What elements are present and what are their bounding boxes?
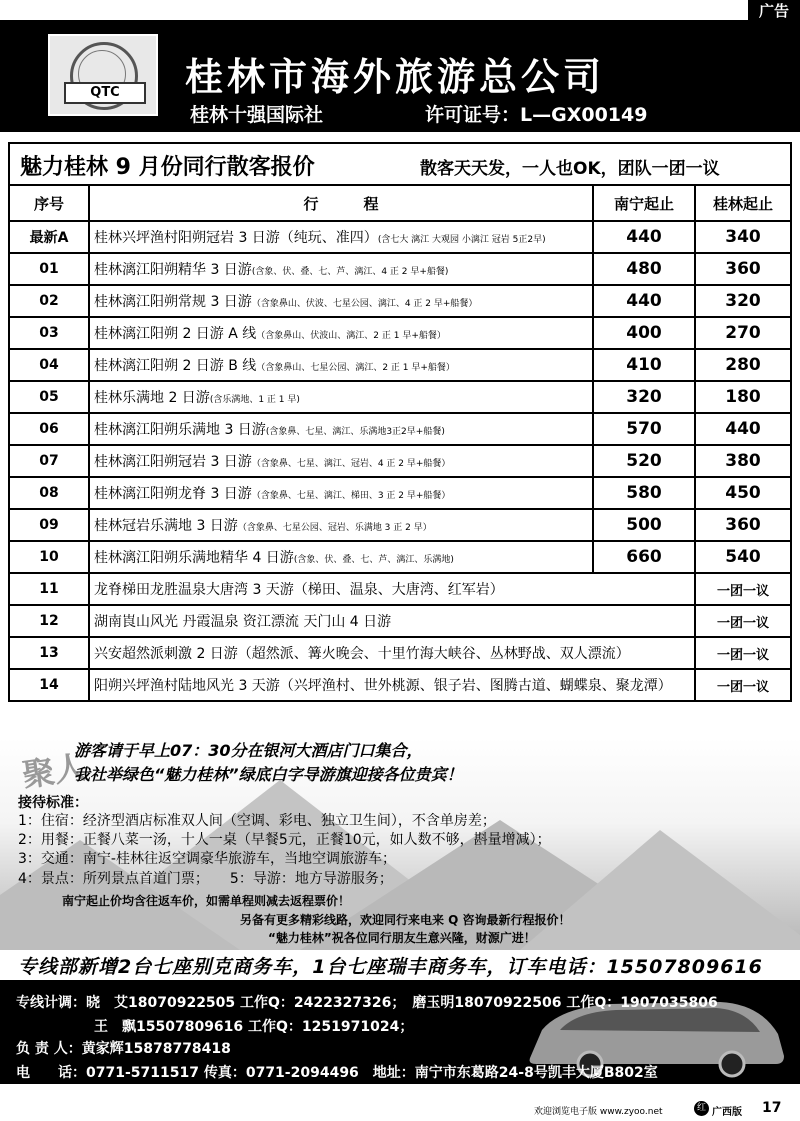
price-negotiable: 一团一议	[695, 573, 791, 605]
notice-line-2: 我社举绿色“魅力桂林”绿底白字导游旗迎接各位贵宾！	[74, 765, 463, 784]
company-subtitle: 桂林十强国际社	[190, 104, 324, 126]
route-name: 桂林漓江阳朔 2 日游 A 线	[94, 326, 257, 342]
route-name: 桂林冠岩乐满地 3 日游	[94, 518, 238, 534]
price-guilin: 320	[695, 285, 791, 317]
row-route: 龙脊梯田龙胜温泉大唐湾 3 天游（梯田、温泉、大唐湾、红军岩）	[89, 573, 695, 605]
car-rental-banner	[0, 950, 800, 978]
table-row	[9, 413, 791, 445]
price-guilin: 360	[695, 509, 791, 541]
standard-1: 1：住宿：经济型酒店标准双人间（空调、彩电、独立卫生间），不含单房差；	[18, 813, 496, 829]
table-row	[9, 221, 791, 253]
price-nanning: 410	[593, 349, 695, 381]
calligraphy-mark: 聚人	[19, 747, 89, 795]
price-negotiable: 一团一议	[695, 605, 791, 637]
ad-tag: 广告	[748, 0, 800, 22]
price-negotiable: 一团一议	[695, 637, 791, 669]
mountain-shape	[520, 830, 800, 950]
phone-address-line: 电 话：0771-5711517 传真：0771-2094496 地址：南宁市东葛路24-8号凯丰大厦B802室	[16, 1065, 658, 1081]
row-no: 13	[9, 637, 89, 669]
table-row	[9, 541, 791, 573]
route-note: （含象鼻、七星公园、冠岩、乐满地 3 正 2 早）	[237, 523, 432, 533]
price-table	[8, 184, 792, 702]
price-guilin: 280	[695, 349, 791, 381]
headline-slogan: 散客天天发，一人也OK，团队一团一议	[420, 159, 720, 179]
row-no: 06	[9, 413, 89, 445]
table-row	[9, 253, 791, 285]
notice-more: 另备有更多精彩线路，欢迎同行来电来 Q 咨询最新行程报价！	[240, 913, 571, 927]
route-name: 桂林漓江阳朔龙脊 3 日游	[94, 486, 252, 502]
header-route: 行 程	[89, 185, 593, 221]
price-nanning: 440	[593, 221, 695, 253]
price-nanning: 570	[593, 413, 695, 445]
notice-price: 南宁起止价均含往返车价，如需单程则减去返程票价！	[62, 894, 351, 908]
standard-4: 4：景点：所列景点首道门票； 5：导游：地方导游服务；	[18, 871, 393, 887]
row-no: 04	[9, 349, 89, 381]
route-note: (含象鼻、七星、漓江、乐满地3正2早+船餐)	[265, 427, 445, 437]
row-route	[89, 285, 593, 317]
table-row	[9, 669, 791, 701]
company-logo	[48, 34, 158, 116]
row-no: 08	[9, 477, 89, 509]
price-nanning: 440	[593, 285, 695, 317]
edition-text: 广西版	[712, 1107, 742, 1118]
standard-2: 2：用餐：正餐八菜一汤，十人一桌（早餐5元，正餐10元，如人数不够，斟量增减）；	[18, 832, 551, 848]
license-number: 许可证号：L—GX00149	[425, 104, 648, 126]
row-route	[89, 381, 593, 413]
price-headline	[8, 142, 792, 184]
row-no: 09	[9, 509, 89, 541]
route-note: （含象鼻山、伏波、七星公园、漓江、4 正 2 早+船餐）	[251, 299, 478, 309]
table-row	[9, 349, 791, 381]
contact-line-1: 专线计调：晓 艾18070922505 工作Q：2422327326； 磨玉明18070922506 工作Q：1907035806	[16, 995, 718, 1011]
row-no: 05	[9, 381, 89, 413]
route-note: (含象、伏、叠、七、芦、漓江、乐满地)	[293, 555, 454, 565]
route-note: （含象鼻、七星、漓江、梯田、3 正 2 早+船餐）	[251, 491, 451, 501]
notice-wish: “魅力桂林”祝各位同行朋友生意兴隆，财源广进！	[268, 931, 536, 945]
row-route	[89, 221, 593, 253]
header-nanning: 南宁起止	[593, 185, 695, 221]
row-route	[89, 349, 593, 381]
price-guilin: 540	[695, 541, 791, 573]
route-note: (含乐满地、1 正 1 早)	[209, 395, 300, 405]
price-guilin: 360	[695, 253, 791, 285]
price-guilin: 340	[695, 221, 791, 253]
price-nanning: 580	[593, 477, 695, 509]
row-no: 14	[9, 669, 89, 701]
table-row	[9, 573, 791, 605]
route-name: 桂林漓江阳朔乐满地精华 4 日游	[94, 550, 294, 566]
route-name: 桂林漓江阳朔 2 日游 B 线	[94, 358, 257, 374]
headline-title: 魅力桂林 9 月份同行散客报价	[20, 155, 315, 180]
car-rental-text: 专线部新增2台七座别克商务车，1台七座瑞丰商务车，订车电话：15507809616	[18, 956, 763, 978]
row-no: 12	[9, 605, 89, 637]
logo-text: QTC	[64, 82, 146, 104]
contacts-section	[0, 980, 800, 1084]
route-name: 桂林漓江阳朔冠岩 3 日游	[94, 454, 252, 470]
price-nanning: 400	[593, 317, 695, 349]
row-no: 03	[9, 317, 89, 349]
notes-section	[0, 738, 800, 950]
route-note: （含象鼻山、伏波山、漓江、2 正 1 早+船餐）	[256, 331, 446, 341]
row-no: 10	[9, 541, 89, 573]
manager-line: 负 责 人：黄家辉15878778418	[16, 1041, 231, 1057]
row-route	[89, 253, 593, 285]
route-note: （含象鼻山、七星公园、漓江、2 正 1 早+船餐）	[256, 363, 455, 373]
price-guilin: 450	[695, 477, 791, 509]
route-name: 桂林兴坪渔村阳朔冠岩 3 日游（纯玩、准四）	[94, 230, 378, 246]
row-no: 02	[9, 285, 89, 317]
row-route	[89, 541, 593, 573]
header-no: 序号	[9, 185, 89, 221]
table-row	[9, 477, 791, 509]
row-route: 兴安超然派刺激 2 日游（超然派、篝火晚会、十里竹海大峡谷、丛林野战、双人漂流）	[89, 637, 695, 669]
row-route: 湖南崀山风光 丹霞温泉 资江漂流 天门山 4 日游	[89, 605, 695, 637]
price-guilin: 180	[695, 381, 791, 413]
row-route	[89, 317, 593, 349]
table-row	[9, 509, 791, 541]
table-header-row	[9, 185, 791, 221]
standard-3: 3：交通：南宁-桂林往返空调豪华旅游车，当地空调旅游车；	[18, 851, 396, 867]
price-nanning: 480	[593, 253, 695, 285]
route-note: (含象、伏、叠、七、芦、漓江、4 正 2 早+船餐)	[251, 267, 449, 277]
route-name: 桂林乐满地 2 日游	[94, 390, 210, 406]
row-no: 01	[9, 253, 89, 285]
price-nanning: 320	[593, 381, 695, 413]
page-number: 17	[762, 1100, 782, 1116]
table-row	[9, 317, 791, 349]
table-row	[9, 381, 791, 413]
website-text: 欢迎浏览电子版 www.zyoo.net	[534, 1107, 663, 1117]
price-nanning: 500	[593, 509, 695, 541]
row-route	[89, 509, 593, 541]
contact-line-2: 王 飘15507809616 工作Q：1251971024；	[94, 1019, 414, 1035]
row-no: 11	[9, 573, 89, 605]
route-note: （含象鼻、七星、漓江、冠岩、4 正 2 早+船餐）	[251, 459, 451, 469]
header-banner	[0, 20, 800, 132]
row-route: 阳朔兴坪渔村陆地风光 3 天游（兴坪渔村、世外桃源、银子岩、图腾古道、蝴蝶泉、聚龙潭）	[89, 669, 695, 701]
route-name: 桂林漓江阳朔精华 3 日游	[94, 262, 252, 278]
route-name: 桂林漓江阳朔乐满地 3 日游	[94, 422, 266, 438]
table-row	[9, 605, 791, 637]
row-no: 最新A	[9, 221, 89, 253]
price-nanning: 660	[593, 541, 695, 573]
edition-badge-icon: 红	[694, 1101, 709, 1116]
route-note: (含七大 漓江 大观园 小漓江 冠岩 5正2早)	[377, 235, 546, 245]
row-no: 07	[9, 445, 89, 477]
price-guilin: 380	[695, 445, 791, 477]
price-guilin: 440	[695, 413, 791, 445]
row-route	[89, 445, 593, 477]
route-name: 桂林漓江阳朔常规 3 日游	[94, 294, 252, 310]
table-row	[9, 637, 791, 669]
page-footer	[0, 1088, 800, 1121]
row-route	[89, 477, 593, 509]
price-negotiable: 一团一议	[695, 669, 791, 701]
notice-line-1: 游客请于早上07：30分在银河大酒店门口集合，	[74, 741, 423, 760]
header-guilin: 桂林起止	[695, 185, 791, 221]
row-route	[89, 413, 593, 445]
price-guilin: 270	[695, 317, 791, 349]
standard-title: 接待标准：	[18, 795, 88, 811]
table-row	[9, 285, 791, 317]
price-nanning: 520	[593, 445, 695, 477]
company-name: 桂林市海外旅游总公司	[185, 55, 606, 99]
table-row	[9, 445, 791, 477]
